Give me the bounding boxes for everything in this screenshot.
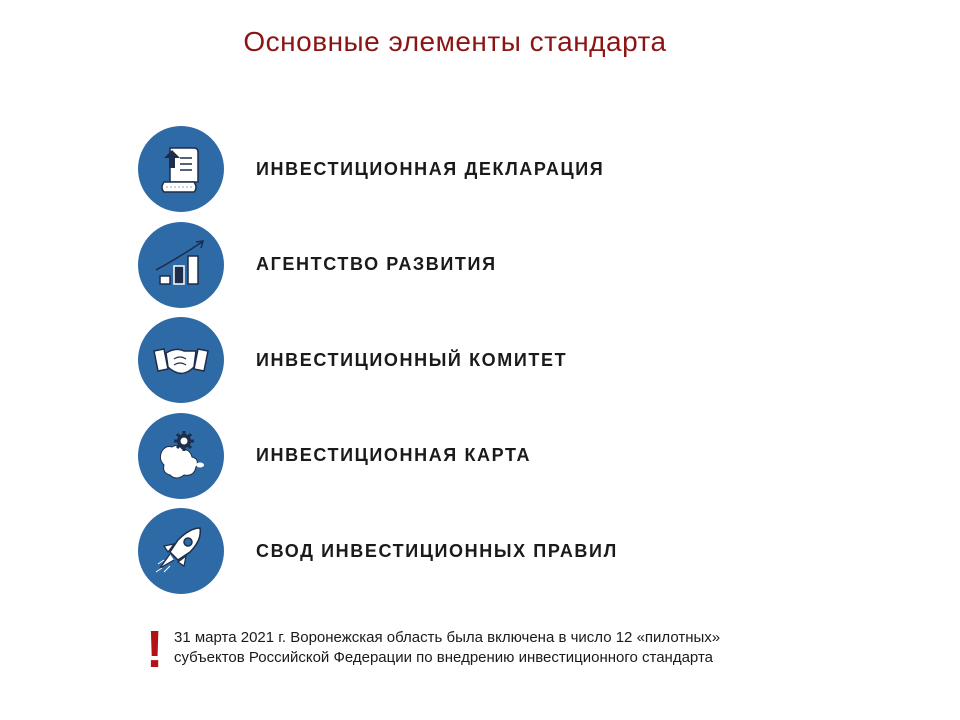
item-label: ИНВЕСТИЦИОННЫЙ КОМИТЕТ	[256, 349, 568, 370]
list-item-investment-rules	[138, 508, 618, 594]
item-label: СВОД ИНВЕСТИЦИОННЫХ ПРАВИЛ	[256, 540, 618, 561]
item-label: АГЕНТСТВО РАЗВИТИЯ	[256, 254, 497, 274]
elements-list	[138, 126, 618, 604]
note-line-2: субъектов Российской Федерации по внедрению инвестиционного стандарта	[174, 649, 713, 666]
pilot-note	[146, 621, 721, 679]
note-line-1: 31 марта 2021 г. Воронежская область была включена в число 12 «пилотных»	[174, 629, 721, 646]
list-item-investment-declaration	[138, 126, 618, 212]
list-item-investment-map	[138, 413, 618, 499]
growth-chart-icon	[138, 222, 224, 308]
rocket-icon	[138, 508, 224, 594]
item-label: ИНВЕСТИЦИОННАЯ ДЕКЛАРАЦИЯ	[256, 158, 605, 179]
exclamation-icon: !	[146, 621, 164, 679]
note-text	[174, 628, 720, 668]
list-item-investment-committee	[138, 317, 618, 403]
document-upload-icon	[138, 126, 224, 212]
map-gear-icon	[138, 413, 224, 499]
handshake-icon	[138, 317, 224, 403]
list-item-development-agency	[138, 222, 618, 308]
page-title: Основные элементы стандарта	[243, 26, 667, 57]
item-label: ИНВЕСТИЦИОННАЯ КАРТА	[256, 445, 532, 465]
